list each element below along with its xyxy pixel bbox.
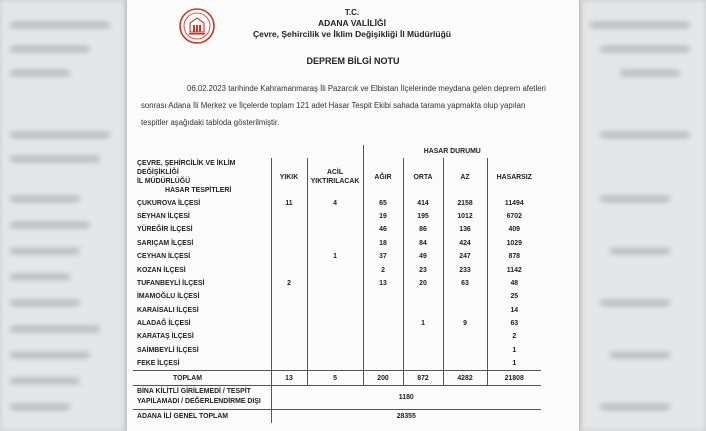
cell-agir: 18	[363, 237, 403, 250]
table-row	[133, 277, 541, 290]
cell-hasarsiz: 48	[487, 277, 541, 290]
table-row	[133, 290, 541, 303]
col-hasarsiz: HASARSIZ	[487, 158, 541, 196]
cell-yikik	[271, 317, 307, 330]
cell-az: 136	[443, 223, 487, 236]
group-header: HASAR DURUMU	[363, 145, 541, 158]
cell-orta: 84	[403, 237, 443, 250]
district-name: TUFANBEYLİ İLÇESİ	[137, 279, 205, 287]
table-row	[133, 263, 541, 276]
cell-az: 247	[443, 250, 487, 263]
paragraph-line-3: tespitler aşağıdaki tabloda gösterilmiştir.	[141, 118, 280, 127]
col-yikik: YIKIK	[271, 158, 307, 196]
governorship-seal-icon	[179, 8, 215, 44]
cell-acil	[307, 277, 363, 290]
district-name: SAİMBEYLİ İLÇESİ	[137, 346, 199, 354]
cell-agir: 37	[363, 250, 403, 263]
cell-agir	[363, 330, 403, 343]
district-name: CEYHAN İLÇESİ	[137, 253, 191, 261]
cell-orta: 414	[403, 196, 443, 209]
col-agir: AĞIR	[363, 158, 403, 196]
col-orta: ORTA	[403, 158, 443, 196]
cell-yikik	[271, 263, 307, 276]
cell-az	[443, 304, 487, 317]
table-header-row	[133, 158, 541, 196]
cell-hasarsiz: 1142	[487, 263, 541, 276]
cell-yikik	[271, 290, 307, 303]
cell-az: 1012	[443, 210, 487, 223]
district-name: ÇUKUROVA İLÇESİ	[137, 199, 201, 207]
locked-row: BİNA KİLİTLİ GİRİLEMEDİ / TESPİT YAPILAMADI / DEĞERLENDİRME DIŞI 1180	[133, 385, 541, 409]
table-row	[133, 250, 541, 263]
cell-acil: 1	[307, 250, 363, 263]
cell-agir: 46	[363, 223, 403, 236]
damage-table	[133, 145, 541, 423]
cell-yikik	[271, 210, 307, 223]
cell-acil: 4	[307, 196, 363, 209]
cell-az	[443, 290, 487, 303]
cell-acil	[307, 317, 363, 330]
district-name: ALADAĞ İLÇESİ	[137, 320, 191, 328]
cell-acil	[307, 344, 363, 357]
cell-agir: 19	[363, 210, 403, 223]
cell-az	[443, 344, 487, 357]
cell-acil	[307, 210, 363, 223]
cell-acil	[307, 263, 363, 276]
cell-agir	[363, 304, 403, 317]
cell-orta: 1	[403, 317, 443, 330]
district-name: SEYHAN İLÇESİ	[137, 212, 190, 220]
cell-az: 2158	[443, 196, 487, 209]
cell-orta: 23	[403, 263, 443, 276]
note-title: DEPREM BİLGİ NOTU	[306, 56, 400, 66]
cell-yikik: 11	[271, 196, 307, 209]
cell-hasarsiz: 11494	[487, 196, 541, 209]
cell-acil	[307, 357, 363, 371]
table-row	[133, 330, 541, 343]
cell-hasarsiz: 2	[487, 330, 541, 343]
cell-yikik	[271, 357, 307, 371]
cell-yikik: 2	[271, 277, 307, 290]
district-name: KARATAŞ İLÇESİ	[137, 333, 194, 341]
cell-orta: 49	[403, 250, 443, 263]
header-directorate: Çevre, Şehircilik ve İklim Değişikliği İl Müdürlüğü	[253, 29, 451, 39]
cell-orta	[403, 330, 443, 343]
document-page	[127, 0, 579, 431]
cell-az: 63	[443, 277, 487, 290]
table-row	[133, 237, 541, 250]
cell-hasarsiz: 1029	[487, 237, 541, 250]
cell-yikik	[271, 223, 307, 236]
cell-hasarsiz: 1	[487, 357, 541, 371]
district-name: SARIÇAM İLÇESİ	[137, 239, 194, 247]
cell-agir	[363, 317, 403, 330]
table-row	[133, 357, 541, 371]
cell-orta	[403, 357, 443, 371]
cell-yikik	[271, 330, 307, 343]
district-name: KOZAN İLÇESİ	[137, 266, 186, 274]
paragraph-line-1: 06.02.2023 tarihinde Kahramanmaraş İli Pazarcık ve Elbistan İlçelerinde meydana gelen deprem afetleri	[187, 84, 546, 93]
table-row	[133, 223, 541, 236]
cell-agir	[363, 344, 403, 357]
cell-orta: 195	[403, 210, 443, 223]
grand-total-value: 28355	[271, 409, 541, 423]
col-acil: ACİL YIKTIRILACAK	[307, 158, 363, 196]
cell-acil	[307, 223, 363, 236]
district-name: İMAMOĞLU İLÇESİ	[137, 293, 200, 301]
cell-yikik	[271, 304, 307, 317]
cell-orta: 86	[403, 223, 443, 236]
cell-hasarsiz: 63	[487, 317, 541, 330]
cell-yikik	[271, 344, 307, 357]
total-row: TOPLAM 13 5 200 872 4282 21808	[133, 371, 541, 385]
table-row	[133, 210, 541, 223]
cell-acil	[307, 237, 363, 250]
district-name: YÜREĞİR İLÇESİ	[137, 226, 193, 234]
cell-az	[443, 357, 487, 371]
cell-acil	[307, 290, 363, 303]
cell-agir: 13	[363, 277, 403, 290]
cell-hasarsiz: 6702	[487, 210, 541, 223]
locked-value: 1180	[271, 385, 541, 409]
paragraph-line-2: sonrası Adana İli Merkez ve İlçelerde toplam 121 adet Hasar Tespit Ekibi sahada tarama yapmakta olup yapılan	[141, 101, 526, 110]
header-tc: T.C.	[344, 8, 360, 17]
cell-az: 424	[443, 237, 487, 250]
cell-agir	[363, 290, 403, 303]
table-row	[133, 344, 541, 357]
cell-hasarsiz: 1	[487, 344, 541, 357]
cell-agir: 65	[363, 196, 403, 209]
cell-agir	[363, 357, 403, 371]
district-name: FEKE İLÇESİ	[137, 360, 180, 368]
col-az: AZ	[443, 158, 487, 196]
cell-az	[443, 330, 487, 343]
cell-yikik	[271, 237, 307, 250]
cell-orta	[403, 304, 443, 317]
table-row	[133, 317, 541, 330]
cell-orta: 20	[403, 277, 443, 290]
cell-hasarsiz: 878	[487, 250, 541, 263]
table-row	[133, 196, 541, 209]
cell-agir: 2	[363, 263, 403, 276]
table-row	[133, 304, 541, 317]
cell-az: 9	[443, 317, 487, 330]
district-name: KARAİSALI İLÇESİ	[137, 306, 199, 314]
cell-orta	[403, 290, 443, 303]
header-governorship: ADANA VALİLİĞİ	[318, 18, 386, 28]
cell-orta	[403, 344, 443, 357]
cell-acil	[307, 304, 363, 317]
header-left: ÇEVRE, ŞEHİRCİLİK VE İKLİM DEĞİŞİKLİĞİ İL MÜDÜRLÜĞÜ HASAR TESPİTLERİ	[137, 160, 236, 195]
grand-total-row: ADANA İLİ GENEL TOPLAM 28355	[133, 409, 541, 423]
cell-hasarsiz: 14	[487, 304, 541, 317]
cell-az: 233	[443, 263, 487, 276]
cell-hasarsiz: 409	[487, 223, 541, 236]
cell-acil	[307, 330, 363, 343]
cell-yikik	[271, 250, 307, 263]
cell-hasarsiz: 25	[487, 290, 541, 303]
